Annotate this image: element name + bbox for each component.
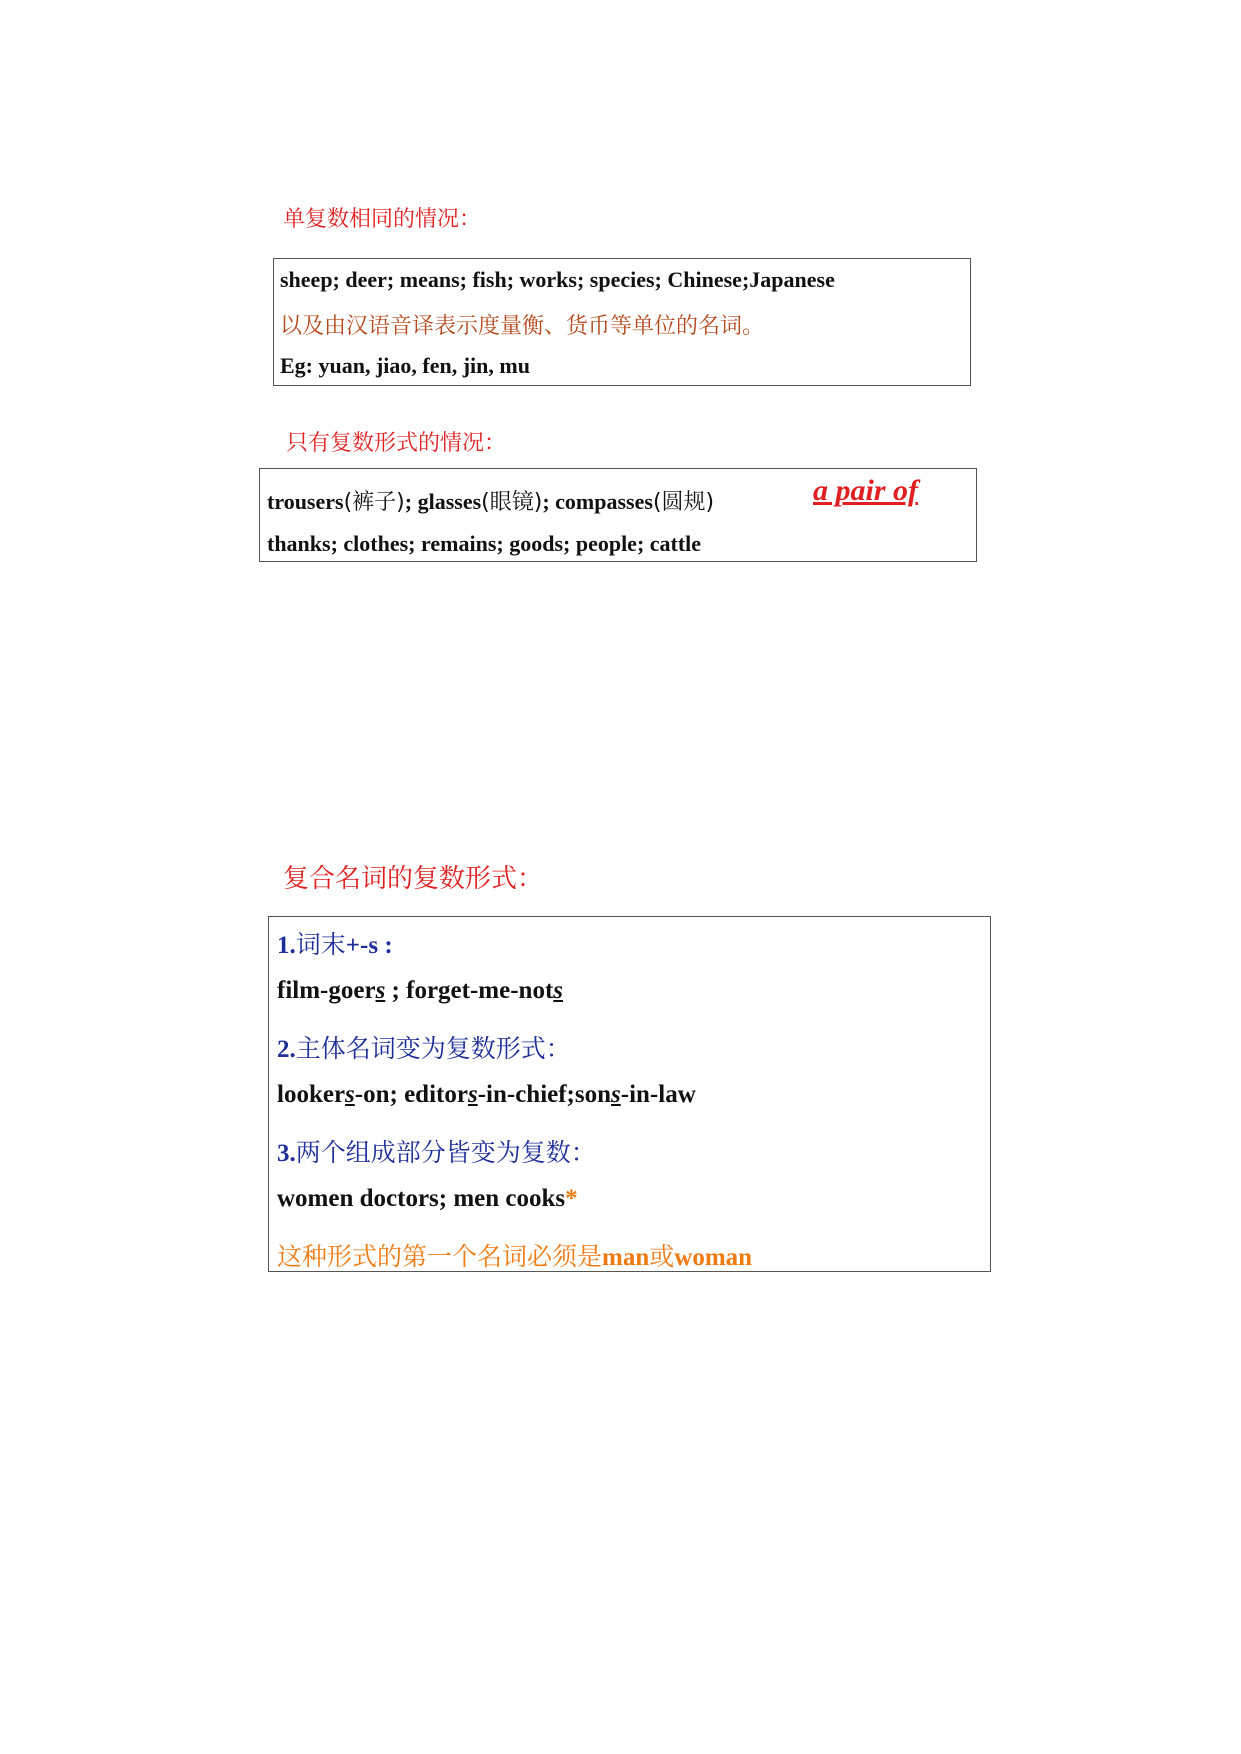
plural-only-line-2: thanks; clothes; remains; goods; people; cattle [267, 531, 702, 556]
same-form-box [273, 258, 971, 386]
rule-2 [277, 1029, 571, 1065]
example-2-part-c: -in-chief;son [477, 1081, 612, 1108]
compound-nouns-box [268, 916, 991, 1272]
example-2-part-d: -in-law [620, 1081, 696, 1108]
section-heading-compound-nouns: 复合名词的复数形式： [283, 864, 544, 894]
rule-1-text: 词末 [295, 930, 346, 959]
gloss-glasses: (眼镜) [481, 490, 543, 515]
same-form-words: sheep; deer; means; fish; works; species; Chinese;Japanese [280, 267, 835, 292]
compound-note-or: 或 [649, 1242, 675, 1271]
compound-note-man: man [602, 1244, 650, 1271]
example-2-suffix-1: s [345, 1081, 355, 1108]
compound-note-text: 这种形式的第一个名词必须是 [277, 1242, 603, 1271]
rule-2-number: 2. [277, 1036, 296, 1063]
gloss-trousers: (裤子) [343, 490, 405, 515]
compound-note [277, 1237, 752, 1273]
example-3-text: women doctors; men cooks [277, 1185, 566, 1212]
rule-1 [277, 925, 393, 961]
example-1-suffix-1: s [375, 977, 386, 1004]
compound-note-woman: woman [674, 1244, 753, 1271]
example-2-suffix-2: s [467, 1081, 478, 1108]
same-form-note: 以及由汉语音译表示度量衡、货币等单位的名词。 [280, 314, 765, 339]
example-1-suffix-2: s [553, 977, 563, 1004]
example-3 [277, 1185, 578, 1213]
a-pair-of-callout: a pair of [813, 474, 918, 507]
example-2 [277, 1081, 696, 1109]
word-compasses: ; compasses [542, 489, 653, 514]
rule-1-suffix: +-s : [345, 932, 393, 959]
section-heading-same-form: 单复数相同的情况： [283, 207, 482, 232]
word-glasses: ; glasses [404, 489, 482, 514]
word-trousers: trousers [267, 489, 344, 514]
section-heading-plural-only: 只有复数形式的情况： [286, 431, 507, 456]
rule-3-text: 两个组成部分皆变为复数： [295, 1138, 596, 1167]
rule-1-number: 1. [277, 932, 296, 959]
example-2-part-b: -on; editor [354, 1081, 468, 1108]
rule-3 [277, 1133, 596, 1169]
asterisk-marker: * [565, 1185, 578, 1212]
example-1-part-a: film-goer [277, 977, 376, 1004]
plural-only-line-1 [267, 485, 714, 516]
example-2-part-a: looker [277, 1081, 346, 1108]
rule-2-text: 主体名词变为复数形式： [295, 1034, 571, 1063]
example-1-part-b: ; forget-me-not [385, 977, 554, 1004]
same-form-example: Eg: yuan, jiao, fen, jin, mu [280, 353, 530, 378]
example-1 [277, 977, 563, 1005]
rule-3-number: 3. [277, 1140, 296, 1167]
gloss-compasses: (圆规) [652, 490, 715, 515]
example-2-suffix-3: s [611, 1081, 621, 1108]
